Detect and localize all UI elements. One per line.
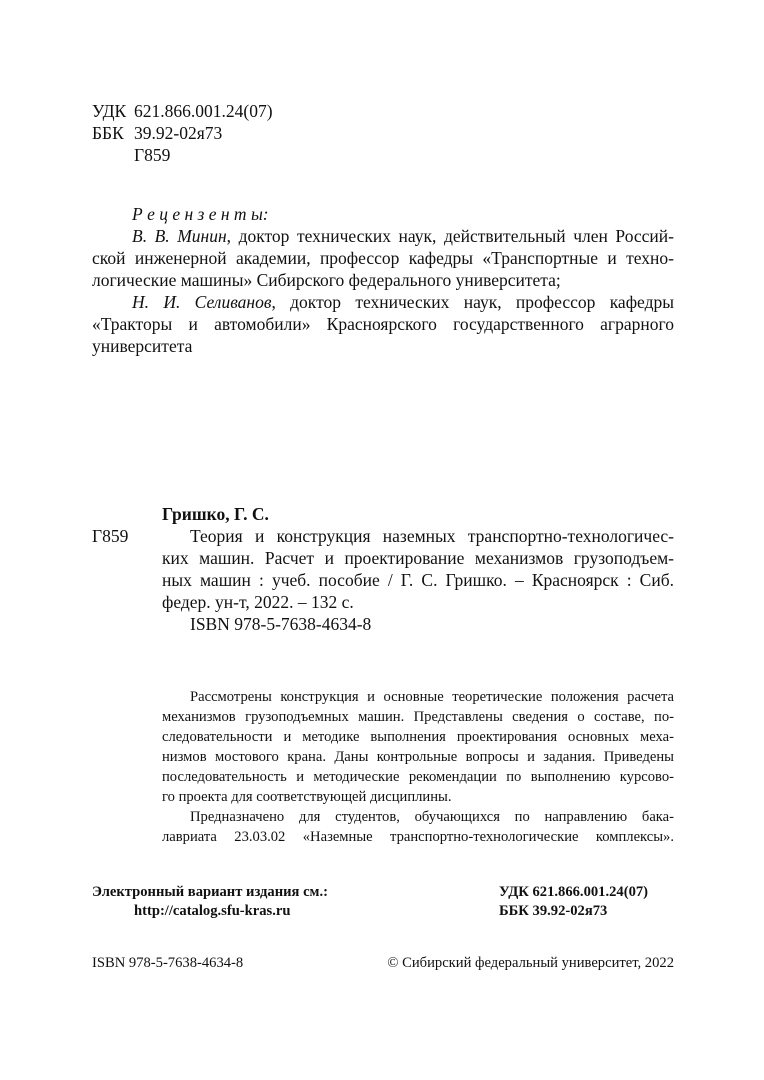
annotation-p2-line-1: Предназначено для студентов, обучающихся по направлению бака- bbox=[190, 809, 674, 825]
catalog-line-3: ных машин : учеб. пособие / Г. С. Гришко. – Красноярск : Сиб. bbox=[162, 570, 674, 590]
reviewer-2-name: Н. И. Селиванов bbox=[132, 292, 272, 312]
bbk-value: 39.92-02я73 bbox=[134, 123, 223, 143]
catalog-isbn: ISBN 978-5-7638-4634-8 bbox=[190, 614, 372, 634]
reviewer-1-name: В. В. Минин bbox=[132, 226, 227, 246]
annotation-p1-line-4: низмов мостового крана. Даны контрольные вопросы и задания. Приведены bbox=[162, 749, 674, 765]
electronic-udk: УДК 621.866.001.24(07) bbox=[499, 884, 649, 900]
electronic-bbk: ББК 39.92-02я73 bbox=[499, 903, 608, 919]
reviewer-1-line-2: ской инженерной академии, профессор кафедры «Транспортные и техно- bbox=[92, 248, 674, 268]
reviewer-2-text: , доктор технических наук, профессор кафедры bbox=[271, 292, 674, 312]
bbk-label: ББК bbox=[92, 123, 124, 143]
annotation-p1-line-1: Рассмотрены конструкция и основные теоретические положения расчета bbox=[190, 689, 674, 705]
reviewer-2-line-2: «Тракторы и автомобили» Красноярского государственного аграрного bbox=[92, 314, 674, 334]
catalog-author: Гришко, Г. С. bbox=[162, 504, 269, 524]
annotation-p2-line-2: лавриата 23.03.02 «Наземные транспортно-технологические комплексы». bbox=[162, 829, 674, 845]
bbk-code-line bbox=[92, 122, 222, 144]
udk-code-line bbox=[92, 100, 273, 122]
footer-isbn: ISBN 978-5-7638-4634-8 bbox=[92, 955, 244, 971]
catalog-line-4: федер. ун-т, 2022. – 132 с. bbox=[162, 592, 354, 612]
author-sign-header: Г859 bbox=[134, 145, 171, 165]
reviewer-2-line-3: университета bbox=[92, 336, 193, 356]
reviewer-1-line-3: логические машины» Сибирского федерального университета; bbox=[92, 270, 561, 290]
footer-copyright: © Сибирский федеральный университет, 2022 bbox=[387, 955, 674, 971]
annotation-p1-line-6: го проекта для соответствующей дисциплины. bbox=[162, 789, 452, 805]
udk-value: 621.866.001.24(07) bbox=[134, 101, 273, 121]
reviewer-1-line-1 bbox=[132, 225, 674, 247]
annotation-p1-line-2: механизмов грузоподъемных машин. Представлены сведения о составе, по- bbox=[162, 709, 674, 725]
reviewers-heading: Р е ц е н з е н т ы: bbox=[132, 204, 269, 224]
electronic-label: Электронный вариант издания см.: bbox=[92, 884, 329, 900]
reviewer-2-line-1 bbox=[132, 291, 674, 313]
electronic-url[interactable]: http://catalog.sfu-kras.ru bbox=[134, 903, 291, 919]
annotation-p1-line-5: последовательность и методические рекомендации по выполнению курсово- bbox=[162, 769, 674, 785]
annotation-p1-line-3: следовательности и методике выполнения проектирования основных меха- bbox=[162, 729, 674, 745]
catalog-line-1: Теория и конструкция наземных транспортно-технологичес- bbox=[190, 526, 674, 546]
catalog-sign: Г859 bbox=[92, 526, 129, 546]
udk-label: УДК bbox=[92, 101, 127, 121]
catalog-line-2: ких машин. Расчет и проектирование механизмов грузоподъем- bbox=[162, 548, 674, 568]
reviewer-1-text: , доктор технических наук, действительный член Россий- bbox=[226, 226, 674, 246]
